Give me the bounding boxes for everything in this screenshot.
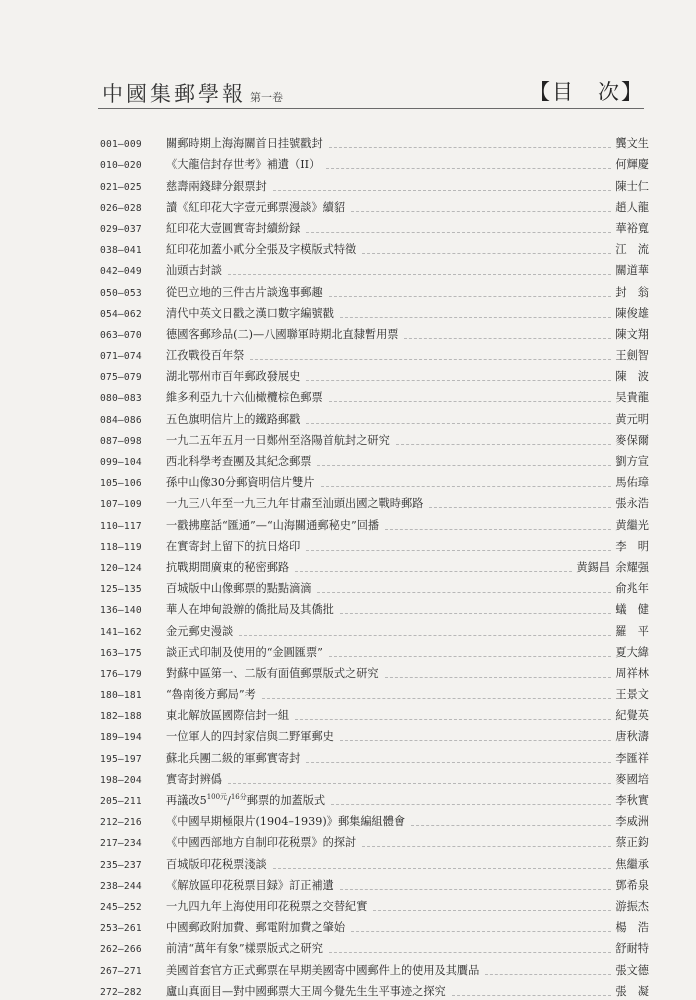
toc-entry — [100, 788, 649, 809]
toc-entry — [100, 428, 649, 449]
author-name: 吴貴龍 — [615, 391, 649, 405]
author-name: 趙人龍 — [615, 200, 649, 214]
leader-line — [452, 995, 611, 996]
title-part: / — [227, 794, 231, 807]
toc-entry — [100, 682, 649, 703]
article-title: 江孜戰役百年祭 — [166, 349, 245, 363]
toc-entry — [100, 830, 649, 851]
page-range: 245–252 — [100, 901, 142, 913]
section-title: 【目 次】 — [529, 80, 644, 104]
page-range: 026–028 — [100, 202, 142, 214]
page-range: 029–037 — [100, 223, 142, 235]
journal-title: 中國集郵學報 — [102, 82, 246, 106]
leader-line — [429, 507, 611, 508]
toc-entry — [100, 979, 649, 1000]
author-name: 劉方宣 — [615, 455, 649, 468]
leader-line — [485, 974, 611, 975]
page-range: 038–041 — [100, 245, 142, 257]
author-name: 李秋實 — [615, 794, 649, 807]
article-title: 一九三八年至一九三九年甘肅至汕頭出國之戰時郵路 — [166, 497, 424, 511]
page-range: 042–049 — [100, 266, 142, 278]
toc-entry — [100, 279, 649, 300]
article-title: 德國客郵珍品(二)—八國聯軍時期北直隸暫用票 — [166, 327, 399, 341]
leader-line — [306, 550, 611, 551]
article-title: 一九四九年上海使用印花税票之交替紀實 — [166, 899, 368, 913]
article-title: 西北科學考查團及其紀念郵票 — [166, 455, 312, 468]
page-range: 235–237 — [100, 859, 142, 871]
leader-line — [329, 656, 611, 657]
page-range: 075–079 — [100, 372, 142, 384]
toc-entry — [100, 470, 649, 491]
author-name: 何輝慶 — [615, 158, 649, 172]
leader-line — [340, 740, 611, 741]
toc-entry — [100, 915, 649, 936]
journal-heading — [102, 78, 283, 108]
author-name: 張永浩 — [615, 497, 649, 511]
page-range: 272–282 — [100, 986, 142, 998]
toc-entry — [100, 258, 649, 279]
toc-entry — [100, 534, 649, 555]
leader-line — [329, 952, 611, 953]
author-name: 紀覺英 — [615, 709, 649, 723]
page-range: 050–053 — [100, 287, 142, 299]
toc-entry — [100, 936, 649, 957]
article-title: 東北解放區國際信封一組 — [166, 709, 290, 723]
page-range: 021–025 — [100, 181, 142, 193]
toc-entry — [100, 406, 649, 427]
leader-line — [295, 571, 572, 572]
article-title: 汕頭古封談 — [166, 264, 222, 278]
leader-line — [396, 444, 611, 445]
article-title: 《大龍信封存世考》補遺（II） — [166, 158, 321, 172]
toc-entry — [100, 364, 649, 385]
leader-line — [317, 592, 611, 593]
leader-line — [362, 253, 611, 254]
toc-entry — [100, 809, 649, 830]
author-name: 焦繼承 — [615, 857, 649, 871]
volume-label: 第一卷 — [250, 91, 283, 104]
leader-line — [306, 380, 611, 381]
page-range: 010–020 — [100, 160, 142, 172]
title-part: 再議改5 — [166, 794, 207, 807]
leader-line — [331, 804, 611, 805]
leader-line — [351, 211, 611, 212]
leader-line — [329, 147, 611, 148]
leader-line — [385, 677, 611, 678]
coauthor-name: 黄錫昌 — [576, 560, 610, 574]
author-name: 王景文 — [615, 688, 649, 702]
page-range: 182–188 — [100, 711, 142, 723]
article-title: 美國首套官方正式郵票在早期美國寄中國郵件上的使用及其贋品 — [166, 963, 480, 977]
author-name: 蔡正鈞 — [615, 836, 649, 850]
article-title: 抗戰期間廣東的秘密郵路 — [166, 560, 290, 574]
toc-entry — [100, 703, 649, 724]
page-range: 099–104 — [100, 457, 142, 468]
leader-line — [362, 846, 611, 847]
article-title: 孫中山像30分郵資明信片雙片 — [166, 476, 315, 490]
page-range: 141–162 — [100, 626, 142, 638]
article-title: 《解放區印花税票目録》訂正補遺 — [166, 878, 334, 892]
article-title: 對蘇中區第一、二版有面值郵票版式之研究 — [166, 666, 379, 680]
author-name: 鄧希泉 — [615, 878, 649, 892]
toc-entry — [100, 449, 649, 470]
article-title — [166, 792, 331, 809]
article-title: 實寄封辨僞 — [166, 772, 222, 786]
author-name: 夏大緯 — [615, 645, 649, 659]
page-range: 212–216 — [100, 817, 142, 829]
article-title: 慈壽兩錢肆分銀票封 — [166, 179, 267, 193]
author-name: 周祥林 — [615, 666, 649, 680]
author-name: 陳文翔 — [615, 327, 649, 341]
toc-entry — [100, 597, 649, 618]
page-range: 262–266 — [100, 944, 142, 956]
author-name: 張文德 — [615, 963, 649, 977]
article-title: 百城版中山像郵票的點點滴滴 — [166, 582, 312, 596]
page-range: 107–109 — [100, 499, 142, 511]
author-name: 王劍智 — [615, 349, 649, 363]
leader-line — [317, 465, 611, 466]
leader-line — [228, 783, 611, 784]
article-title: 廬山真面目—對中國郵票大王周今覺先生生平事迹之探究 — [166, 984, 446, 998]
author-name: 馬佑璋 — [615, 476, 649, 490]
page-range: 105–106 — [100, 478, 142, 490]
toc-entry — [100, 661, 649, 682]
leader-line — [329, 296, 611, 297]
article-title: 一九二五年五月一日鄭州至洛陽首航封之研究 — [166, 433, 390, 447]
article-title: 紅印花加蓋小貳分全張及字模版式特徵 — [166, 243, 357, 257]
author-name: 黄元明 — [615, 412, 649, 426]
author-name: 李 明 — [615, 539, 649, 553]
article-title: 華人在坤甸設辦的僑批局及其僑批 — [166, 603, 334, 617]
toc-entry — [100, 555, 649, 576]
leader-line — [295, 719, 611, 720]
author-name: 陳俊雄 — [615, 306, 649, 320]
author-name: 俞兆年 — [615, 582, 649, 596]
author-name: 麥保爾 — [615, 433, 649, 447]
leader-line — [262, 698, 611, 699]
article-title: 蘇北兵團二級的軍郵實寄封 — [166, 751, 301, 765]
toc-entry — [100, 343, 649, 364]
article-title: 一戳拂塵話“匯通”—“山海關通郵秘史”回播 — [166, 518, 380, 532]
toc-entry — [100, 745, 649, 766]
article-title: 《中國早期極限片(1904–1939)》郵集編組體會 — [166, 815, 406, 829]
table-of-contents — [100, 131, 649, 1000]
toc-entry — [100, 385, 649, 406]
toc-entry — [100, 216, 649, 237]
toc-entry — [100, 301, 649, 322]
author-name: 羅 平 — [615, 624, 649, 638]
author-name: 余耀强 — [615, 560, 649, 574]
article-title: 五色旗明信片上的鐵路郵戳 — [166, 412, 301, 426]
author-name: 江 流 — [615, 243, 649, 257]
article-title: 中國郵政附加費、郵電附加費之肇始 — [166, 921, 346, 935]
leader-line — [411, 825, 611, 826]
author-name: 陳士仁 — [615, 179, 649, 193]
toc-entry — [100, 640, 649, 661]
toc-entry — [100, 957, 649, 978]
leader-line — [340, 889, 611, 890]
author-name: 游振杰 — [615, 899, 649, 913]
author-name: 蟻 健 — [615, 603, 649, 617]
toc-entry — [100, 152, 649, 173]
page-range: 198–204 — [100, 774, 142, 786]
page-range: 071–074 — [100, 351, 142, 363]
author-name: 黄繼光 — [615, 518, 649, 532]
page-range: 080–083 — [100, 393, 142, 405]
title-part: 16分 — [230, 793, 247, 801]
author-name: 陳 波 — [615, 370, 649, 384]
toc-entry — [100, 724, 649, 745]
leader-line — [351, 931, 611, 932]
author-name: 龔文生 — [615, 137, 649, 151]
leader-line — [250, 359, 611, 360]
article-title: 在實寄封上留下的抗日烙印 — [166, 539, 301, 553]
page-range: 253–261 — [100, 923, 142, 935]
toc-entry — [100, 173, 649, 194]
page-range: 238–244 — [100, 880, 142, 892]
leader-line — [329, 401, 611, 402]
title-part: 100元 — [206, 793, 228, 801]
author-name: 楊 浩 — [615, 921, 649, 935]
toc-entry — [100, 851, 649, 872]
toc-entry — [100, 195, 649, 216]
author-name: 華裕寬 — [615, 221, 649, 235]
article-title: “魯南後方郵局”考 — [166, 688, 256, 702]
page-range: 120–124 — [100, 562, 142, 574]
article-title: 清代中英文日戳之漢口數字編號戳 — [166, 306, 334, 320]
page-range: 217–234 — [100, 838, 142, 850]
author-name: 唐秋濤 — [615, 730, 649, 744]
leader-line — [373, 910, 611, 911]
leader-line — [228, 274, 611, 275]
leader-line — [404, 338, 611, 339]
page-range: 205–211 — [100, 796, 142, 807]
leader-line — [340, 317, 611, 318]
author-name: 李威洲 — [615, 815, 649, 829]
toc-entry — [100, 322, 649, 343]
toc-entry — [100, 894, 649, 915]
article-title: 百城版印花税票淺談 — [166, 857, 267, 871]
article-title: 關郵時期上海海關首日挂號戳封 — [166, 137, 323, 151]
page-range: 084–086 — [100, 414, 142, 426]
leader-line — [306, 762, 611, 763]
author-name: 張 凝 — [615, 984, 649, 998]
article-title: 《中國西部地方自制印花税票》的探討 — [166, 836, 357, 850]
page-range: 118–119 — [100, 541, 142, 553]
toc-entry — [100, 237, 649, 258]
author-name: 關道華 — [615, 264, 649, 278]
toc-entry — [100, 512, 649, 533]
leader-line — [273, 190, 611, 191]
leader-line — [340, 613, 611, 614]
article-title: 前清“萬年有象”樣票版式之研究 — [166, 942, 323, 956]
page-range: 163–175 — [100, 647, 142, 659]
page-range: 054–062 — [100, 308, 142, 320]
page-range: 180–181 — [100, 690, 142, 702]
toc-entry — [100, 873, 649, 894]
article-title: 金元郵史漫談 — [166, 624, 234, 638]
article-title: 從巴立地的三件古片談逸事郵趣 — [166, 285, 323, 299]
page-range: 125–135 — [100, 584, 142, 596]
page-range: 001–009 — [100, 139, 142, 151]
toc-entry — [100, 618, 649, 639]
toc-entry — [100, 767, 649, 788]
leader-line — [385, 529, 611, 530]
article-title: 讀《紅印花大字壹元郵票漫談》續貂 — [166, 200, 346, 214]
leader-line — [273, 868, 611, 869]
author-name: 封 翁 — [615, 285, 649, 299]
title-part: 郵票的加蓋版式 — [246, 794, 326, 807]
toc-entry — [100, 576, 649, 597]
toc-entry — [100, 491, 649, 512]
article-title: 紅印花大壹圓實寄封續紛録 — [166, 221, 301, 235]
leader-line — [326, 168, 611, 169]
page-range: 176–179 — [100, 668, 142, 680]
leader-line — [306, 423, 611, 424]
page-range: 087–098 — [100, 435, 142, 447]
page-header — [98, 74, 644, 109]
leader-line — [321, 486, 612, 487]
article-title: 湖北鄂州市百年郵政發展史 — [166, 370, 301, 384]
author-name: 麥國培 — [615, 772, 649, 786]
leader-line — [239, 635, 611, 636]
leader-line — [306, 232, 611, 233]
toc-entry — [100, 131, 649, 152]
page-range: 195–197 — [100, 753, 142, 765]
page-range: 267–271 — [100, 965, 142, 977]
article-title: 談正式印制及使用的“金圓匯票” — [166, 645, 323, 659]
page-range: 136–140 — [100, 605, 142, 617]
page-range: 063–070 — [100, 329, 142, 341]
article-title: 維多利亞九十六仙橄欖棕色郵票 — [166, 391, 323, 405]
page-range: 189–194 — [100, 732, 142, 744]
page-range: 110–117 — [100, 520, 142, 532]
author-name: 舒耐特 — [615, 942, 649, 956]
author-name: 李匯祥 — [615, 751, 649, 765]
article-title: 一位軍人的四封家信與二野軍郵史 — [166, 730, 334, 744]
